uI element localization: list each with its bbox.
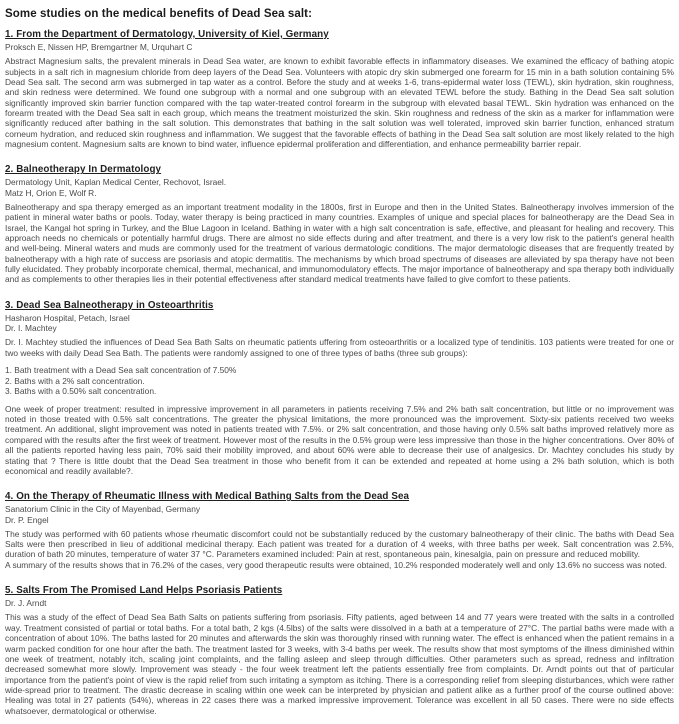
study-4-abstract: The study was performed with 60 patients whose rheumatic discomfort could not be substantially reduced by the customary balneotherapy of their clinic. The baths with Dead Sea Salts were then prescribed in lieu of additional medicinal therapy. Each patient was treated for a duration of 4 weeks, with three baths per week. Salt concentration was 2.5%, duration of bath 20 minutes, temperature of water 37 °C. Parameters examined included: Pain at rest, spontaneous pain, kinesalgia, pain on pressure and reduced mobility.: [5, 528, 674, 560]
page-title: Some studies on the medical benefits of Dead Sea salt:: [5, 8, 313, 20]
study-1-authors: Proksch E, Nissen HP, Bremgartner M, Urquhart C: [5, 42, 193, 52]
study-4-affiliation: Sanatorium Clinic in the City of Mayenbad, Germany: [5, 504, 201, 515]
study-1-heading: 1. From the Department of Dermatology, University of Kiel, Germany: [5, 29, 329, 40]
study-section-5: [5, 585, 674, 716]
study-5-authors: Dr. J. Arndt: [5, 598, 47, 609]
study-section-2: [5, 164, 674, 284]
study-2-authors: Matz H, Orion E, Wolf R.: [5, 187, 97, 198]
study-3-intro: Dr. I. Machtey studied the influences of Dead Sea Bath Salts on rheumatic patients uffering from osteoarthritis or a localized type of tendinitis. 103 patients were treated for one or two weeks with daily Dead Sea Bath. The patients were randomly assigned to one of three types of baths (three sub groups):: [5, 337, 674, 358]
bath-group-item-3: 3. Baths with a 0.50% salt concentration.: [5, 386, 157, 397]
study-3-results: One week of proper treatment: resulted in impressive improvement in all parameters in patients receiving 7.5% and 2% bath salt concentration, but little or no improvement was noted in those treated with 0.5% salt concentrations. The greater the physical limitations, the more pronounced was the improvement. Sixty-six patients received two weeks treatment. An additional, slight improvement was noted in patients treated with 7.5%. or 2% salt concentration, and those having only 0.5% salt baths improved relatively more as compared with the results after the first week of treatment. However most of the results in the 0.5% group were less impressive than those in the higher concentrations. Over 80% of all the patients reported having less pain, 70% said their mobility improved, and about 60% were able to decrease their use of analgesics. Dr. Machtey concludes his study by stating that ? There is little doubt that the Dead Sea treatment in those who benefit from it can be extended and repeated at home using a 2% bath solution, which is both economical and readily available?.: [5, 403, 674, 476]
study-3-authors: Dr. I. Machtey: [5, 323, 57, 334]
study-2-abstract: Balneotherapy and spa therapy emerged as an important treatment modality in the 1800s, first in Europe and then in the United States. Balneotherapy involves immersion of the patient in mineral water baths or pools. Today, water therapy is being practiced in many countries. Examples of unique and special places for balneotherapy are the Dead Sea in Israel, the Kangal hot spring in Turkey, and the Blue Lagoon in Iceland. Bathing in water with a high salt concentration is safe, effective, and pleasant for healing and recovery. This approach needs no chemicals or potentially harmful drugs. There are almost no side effects during and after treatment, and there is a very low risk to the patient's general health and well-being. Mineral waters and muds are commonly used for the treatment of various dermatologic conditions. The major dermatologic diseases that are frequently treated by balneotherapy with a high rate of success are psoriasis and atopic dermatitis. The mechanisms by which broad spectrums of diseases are alleviated by spa therapy have not been fully elucidated. They probably incorporate chemical, thermal, mechanical, and immunomodulatory effects. The major importance of balneotherapy and spa therapy both individually and as complements to other therapies lies in their potential effectiveness after standard medical treatments have failed to give comfort to these patients.: [5, 201, 674, 285]
bath-group-item-2: 2. Baths with a 2% salt concentration.: [5, 375, 145, 386]
study-section-1: [5, 29, 674, 149]
bath-group-item-1: 1. Bath treatment with a Dead Sea salt concentration of 7.50%: [5, 365, 237, 376]
study-3-affiliation: Hasharon Hospital, Petach, Israel: [5, 312, 130, 323]
study-4-heading: 4. On the Therapy of Rheumatic Illness with Medical Bathing Salts from the Dead Sea: [5, 491, 410, 503]
study-4-summary: A summary of the results shows that in 76.2% of the cases, very good therapeutic results were obtained, 10.2% responded moderately well and only 13.6% no success was noted.: [5, 559, 667, 570]
study-2-affiliation: Dermatology Unit, Kaplan Medical Center, Rechovot, Israel.: [5, 177, 227, 188]
bath-groups-list: [5, 365, 674, 397]
study-3-heading: 3. Dead Sea Balneotherapy in Osteoarthritis: [5, 299, 214, 311]
study-section-4: [5, 491, 674, 570]
study-4-authors: Dr. P. Engel: [5, 514, 49, 525]
study-1-abstract: Abstract Magnesium salts, the prevalent minerals in Dead Sea water, are known to exhibit favorable effects in inflammatory diseases. We examined the efficacy of bathing atopic subjects in a salt rich in magnesium chloride from deep layers of the Dead Sea. Volunteers with atopic dry skin submerged one forearm for 15 min in a bath solution containing 5% Dead Sea salt. The second arm was submerged in tap water as a control. Before the study and at weeks 1-6, trans-epidermal water loss (TEWL), skin hydration, skin roughness, and skin redness were determined. We found one subgroup with a normal and one subgroup with an elevated TEWL before the study. Bathing in the Dead Sea salt solution significantly improved skin barrier function compared with the tap water-treated control forearm in the subgroup with elevated basal TEWL. Skin hydration was enhanced on the forearm treated with the Dead Sea salt in each group, which means the treatment moisturized the skin. Skin roughness and redness of the skin as a marker for inflammation were significantly reduced after bathing in the salt solution. This demonstrates that bathing in the salt solution was well tolerated, improved skin barrier function, enhanced stratum corneum hydration, and reduced skin roughness and inflammation. We suggest that the favorable effects of bathing in the Dead Sea salt solution are most likely related to the high magnesium content. Magnesium salts are known to bind water, influence epidermal proliferation and differentiation, and enhance permeability barrier repair.: [5, 56, 674, 150]
study-2-heading: 2. Balneotherapy In Dermatology: [5, 164, 162, 176]
study-section-3: [5, 300, 674, 476]
study-5-abstract: This was a study of the effect of Dead Sea Bath Salts on patients suffering from psoriasis. Fifty patients, aged between 14 and 77 years were treated with the salts in a controlled way. Treatment consisted of partial or total baths. For a total bath, 2 kgs (4.5lbs) of the salts were dissolved in a bath at a temperature of 27°C. The partial baths were made with a concentration of about 10%. The baths lasted for 20 minutes and afterwards the skin was thoroughly rinsed with running water. The effect is enhanced when the patient remains in a warm packed condition for one hour after the bath. The treatment lasted for 3 weeks, with 3-4 baths per week. The results show that most symptoms of the illness diminished within one week of treatment, notably itch, scaling joint complaints, and the falling asleep and sleep through difficulties. Other parameters such as spread, redness and infiltration decreased somewhat more slowly. Improvement was steady - the four week treatment left the patients essentially free from complaints. Dr. Arndt points out that of particular importance from the patient's point of view is the rapid relief from such irritating a symptom as itching. There is a corresponding relief from sleeping disturbances, which were rather wide-spread prior to treatment. The drastic decrease in scaling within one week can be interpreted by physician and patient alike as a further proof of the course outlined above: Healing was total in 27 patients (54%), whereas in 22 cases there was a marked impressive improvement. Tolerance was excellent in all 50 cases. There were no side effects whatsoever, dermatological or otherwise.: [5, 612, 674, 716]
study-5-heading: 5. Salts From The Promised Land Helps Psoriasis Patients: [5, 585, 283, 597]
